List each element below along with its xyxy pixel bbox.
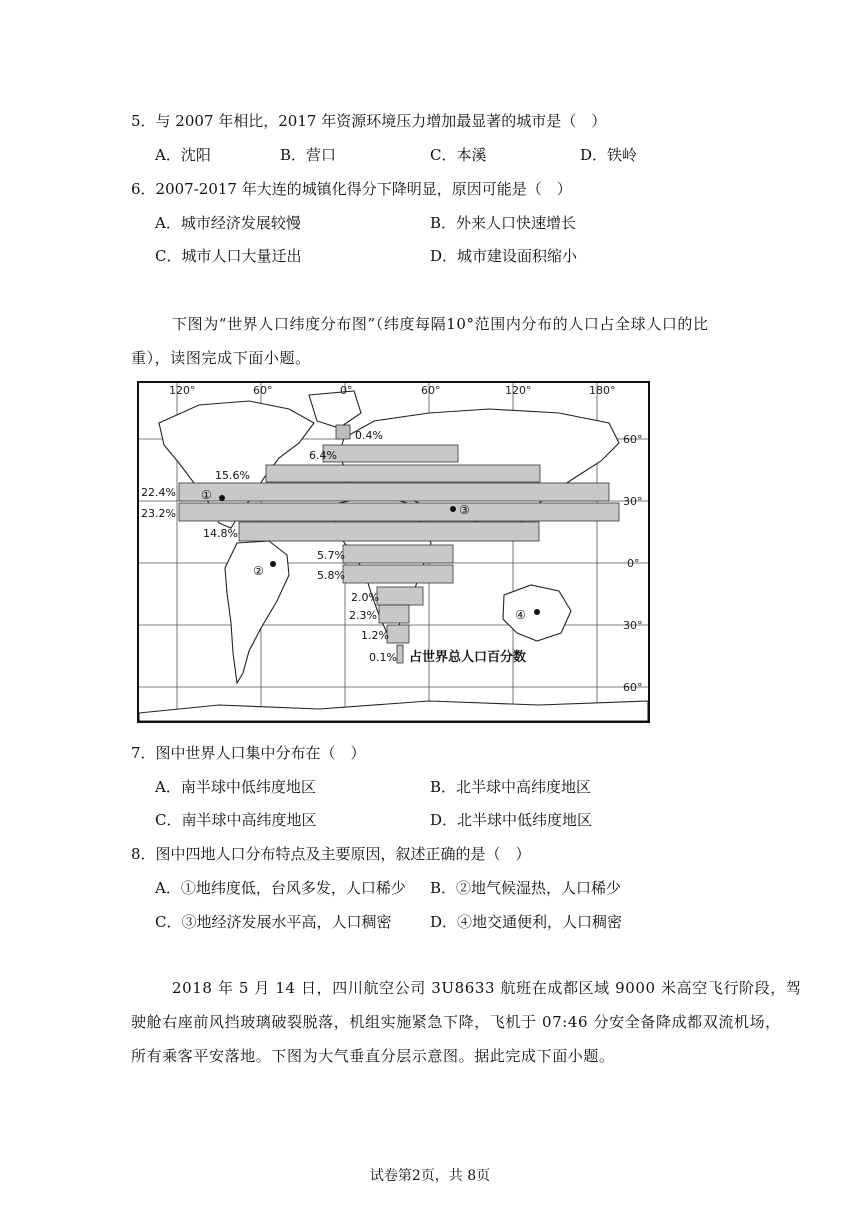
intro-flight-line-1: 2018 年 5 月 14 日，四川航空公司 3U8633 航班在成都区域 9000 米高空飞行阶段，驾 (172, 979, 802, 997)
bar-70-60N (323, 445, 458, 462)
q8-option-a: A．①地纬度低，台风多发，人口稀少 (155, 879, 406, 897)
map-svg (139, 383, 648, 721)
pct-label-0-10S: 2.0% (351, 591, 379, 604)
q6-stem: 6．2007-2017 年大连的城镇化得分下降明显，原因可能是（ ） (131, 180, 572, 198)
q7-option-a: A．南半球中低纬度地区 (155, 778, 316, 796)
pct-label-40-30N: 23.2% (141, 507, 176, 520)
pct-label-60-50N: 15.6% (215, 469, 250, 482)
bar-50-40N (179, 483, 609, 501)
q5-stem: 5．与 2007 年相比，2017 年资源环境压力增加最显著的城市是（ ） (131, 112, 607, 130)
bar-10-20S (379, 605, 409, 623)
q8-stem: 8．图中四地人口分布特点及主要原因，叙述正确的是（ ） (131, 845, 531, 863)
bar-30-20N (239, 522, 539, 541)
pct-label-20-30S: 1.2% (361, 629, 389, 642)
intro-pop-line-1: 下图为“世界人口纬度分布图”（纬度每隔10°范围内分布的人口占全球人口的比 (172, 315, 709, 333)
q7-option-b: B．北半球中高纬度地区 (430, 778, 592, 796)
lon-label-0: 0° (340, 384, 353, 397)
antarctica-shape (139, 701, 648, 721)
bar-80-70N (336, 425, 350, 439)
pct-label-30-40S: 0.1% (369, 651, 397, 664)
lon-label-60w: 60° (253, 384, 273, 397)
lon-label-120e: 120° (505, 384, 532, 397)
intro-flight-line-3: 所有乘客平安落地。下图为大气垂直分层示意图。据此完成下面小题。 (131, 1047, 615, 1065)
marker-1-label: ① (201, 488, 212, 502)
page-footer: 试卷第2页，共 8页 (369, 1168, 491, 1184)
lat-label-60n: 60° (623, 433, 643, 446)
q7-stem: 7．图中世界人口集中分布在（ ） (131, 744, 366, 762)
lon-label-60e: 60° (421, 384, 441, 397)
q6-option-d: D．城市建设面积缩小 (430, 247, 578, 265)
intro-pop-line-2: 重），读图完成下面小题。 (131, 349, 311, 367)
lon-label-180: 180° (589, 384, 616, 397)
bar-10-0 (343, 565, 453, 583)
pct-label-80-70N: 0.4% (355, 429, 383, 442)
pct-label-50-40N: 22.4% (141, 486, 176, 499)
q5-option-d: D．铁岭 (580, 146, 638, 164)
world-population-latitude-map (137, 381, 650, 723)
pct-label-30-20N: 14.8% (203, 527, 238, 540)
bar-60-50N (266, 465, 540, 482)
south-america-shape (225, 541, 289, 683)
lat-label-0: 0° (627, 557, 640, 570)
pct-label-10-0: 5.8% (317, 569, 345, 582)
q8-option-c: C．③地经济发展水平高，人口稠密 (155, 913, 392, 931)
q6-option-a: A．城市经济发展较慢 (155, 214, 301, 232)
q8-option-b: B．②地气候湿热，人口稀少 (430, 879, 622, 897)
marker-3-dot (450, 506, 456, 512)
q6-option-b: B．外来人口快速增长 (430, 214, 577, 232)
bar-20-10N (343, 545, 453, 563)
pct-label-20-10N: 5.7% (317, 549, 345, 562)
q7-option-c: C．南半球中高纬度地区 (155, 811, 317, 829)
marker-1-dot (219, 495, 225, 501)
marker-4-label: ④ (515, 608, 526, 622)
bar-0-10S (377, 587, 423, 605)
marker-2-label: ② (253, 564, 264, 578)
q5-option-a: A．沈阳 (155, 146, 211, 164)
lat-label-60s: 60° (623, 681, 643, 694)
q7-option-d: D．北半球中低纬度地区 (430, 811, 593, 829)
intro-flight-line-2: 驶舱右座前风挡玻璃破裂脱落，机组实施紧急下降，飞机于 07:46 分安全备降成都双流机场， (131, 1013, 781, 1031)
lat-label-30n: 30° (623, 495, 643, 508)
bar-20-30S (387, 625, 409, 643)
lon-label-120w: 120° (169, 384, 196, 397)
q6-option-c: C．城市人口大量迁出 (155, 247, 302, 265)
pct-label-70-60N: 6.4% (309, 449, 337, 462)
bar-30-40S (397, 645, 403, 663)
lat-label-30s: 30° (623, 619, 643, 632)
q8-option-d: D．④地交通便利，人口稠密 (430, 913, 623, 931)
map-caption: 占世界总人口百分数 (409, 650, 527, 665)
q5-option-c: C．本溪 (430, 146, 487, 164)
pct-label-10-20S: 2.3% (349, 609, 377, 622)
marker-2-dot (270, 561, 276, 567)
greenland-shape (309, 391, 361, 428)
q5-option-b: B．营口 (280, 146, 337, 164)
marker-4-dot (534, 609, 540, 615)
bar-40-30N (179, 503, 619, 521)
marker-3-label: ③ (459, 503, 470, 517)
